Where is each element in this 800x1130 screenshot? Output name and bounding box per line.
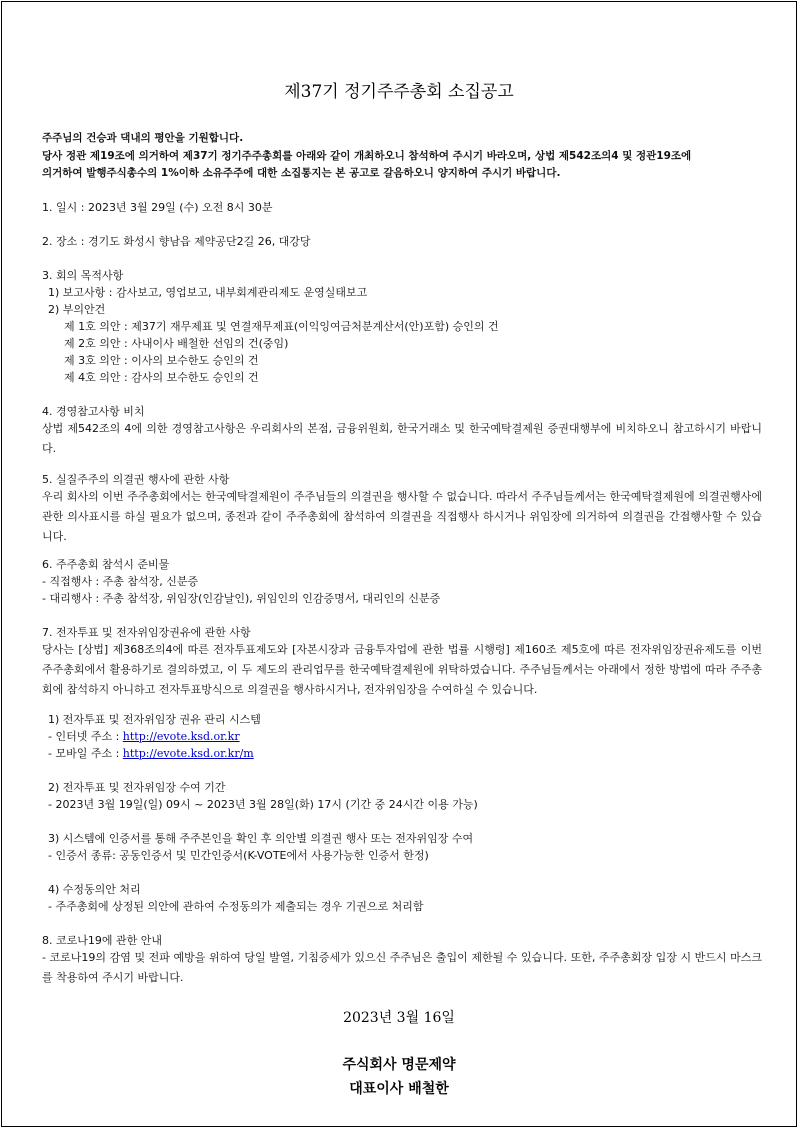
section-4-body: 상법 제542조의 4에 의한 경영참고사항은 우리회사의 본점, 금융위원회, 한국거래소 및 한국예탁결제원 증권대행부에 비치하오니 참고하시기 바랍니다. xyxy=(42,422,762,455)
mobile-address-label: - 모바일 주소 : xyxy=(48,747,120,760)
section-6-proxy: - 대리행사 : 주총 참석장, 위임장(인감날인), 위임인의 인감증명서, 대리인의 신분증 xyxy=(42,592,441,605)
internet-address-label: - 인터넷 주소 : xyxy=(48,730,120,743)
mobile-address-row xyxy=(48,747,254,761)
section-7-sub4-body: - 주주총회에 상정된 의안에 관하여 수정동의가 제출되는 경우 기권으로 처리함 xyxy=(48,900,424,913)
section-7-sub2-heading: 2) 전자투표 및 전자위임장 수여 기간 xyxy=(48,781,226,794)
notice-date: 2023년 3월 16일 xyxy=(343,1010,455,1026)
section-8-heading: 8. 코로나19에 관한 안내 xyxy=(42,934,162,947)
section-4-heading: 4. 경영참고사항 비치 xyxy=(42,405,145,418)
agenda-item-2: 제 2호 의안 : 사내이사 배철한 선임의 건(중임) xyxy=(64,337,289,350)
section-7-sub2-body: - 2023년 3월 19일(일) 09시 ~ 2023년 3월 28일(화) 17시 (기간 중 24시간 이용 가능) xyxy=(48,798,478,811)
notice-page xyxy=(1,1,797,1127)
greeting-line-3: 의거하여 발행주식총수의 1%이하 소유주주에 대한 소집통지는 본 공고로 갈음하오니 양지하여 주시기 바랍니다. xyxy=(42,167,561,179)
internet-address-link[interactable]: http://evote.ksd.or.kr xyxy=(122,730,240,743)
section-3-agenda-heading: 2) 부의안건 xyxy=(48,303,106,316)
section-3-heading: 3. 회의 목적사항 xyxy=(42,269,124,282)
section-6-direct: - 직접행사 : 주총 참석장, 신분증 xyxy=(42,575,199,588)
ceo-name: 대표이사 배철한 xyxy=(349,1081,449,1097)
section-5-body: 우리 회사의 이번 주주총회에서는 한국예탁결제원이 주주님들의 의결권을 행사할 수 없습니다. 따라서 주주님들께서는 한국예탁결제원에 의결권행사에 관한 의사표시를 하실 필요가 없으며, 종전과 같이 주주총회에 참석하여 의결권을 직접행사 하시거나 위임장에 의거하여 의결권을 간접행사할 수 있습니다. xyxy=(42,490,762,543)
company-name: 주식회사 명문제약 xyxy=(342,1057,456,1073)
mobile-address-link[interactable]: http://evote.ksd.or.kr/m xyxy=(122,747,254,760)
agenda-item-1: 제 1호 의안 : 제37기 재무제표 및 연결재무제표(이익잉여금처분계산서(안)포함) 승인의 건 xyxy=(64,320,499,333)
agenda-item-4: 제 4호 의안 : 감사의 보수한도 승인의 건 xyxy=(64,371,259,384)
section-8-body: - 코로나19의 감염 및 전파 예방을 위하여 당일 발열, 기침증세가 있으신 주주님은 출입이 제한될 수 있습니다. 또한, 주주총회장 입장 시 반드시 마스크를 착용하여 주시기 바랍니다. xyxy=(42,951,762,984)
greeting-line-1: 주주님의 건승과 댁내의 평안을 기원합니다. xyxy=(42,132,244,144)
section-2-place: 2. 장소 : 경기도 화성시 향남읍 제약공단2길 26, 대강당 xyxy=(42,235,311,248)
internet-address-row xyxy=(48,730,240,744)
section-1-date: 1. 일시 : 2023년 3월 29일 (수) 오전 8시 30분 xyxy=(42,201,273,214)
section-7-sub1-heading: 1) 전자투표 및 전자위임장 권유 관리 시스템 xyxy=(48,713,261,726)
section-6-heading: 6. 주주총회 참석시 준비물 xyxy=(42,558,170,571)
agenda-item-3: 제 3호 의안 : 이사의 보수한도 승인의 건 xyxy=(64,354,259,367)
section-3-report: 1) 보고사항 : 감사보고, 영업보고, 내부회계관리제도 운영실태보고 xyxy=(48,286,368,299)
section-7-heading: 7. 전자투표 및 전자위임장권유에 관한 사항 xyxy=(42,626,251,639)
section-7-sub3-body: - 인증서 종류: 공동인증서 및 민간인증서(K-VOTE에서 사용가능한 인증서 한정) xyxy=(48,849,429,862)
section-5-heading: 5. 실질주주의 의결권 행사에 관한 사항 xyxy=(42,473,230,486)
greeting-line-2: 당사 정관 제19조에 의거하여 제37기 정기주주총회를 아래와 같이 개최하오니 참석하여 주시기 바라오며, 상법 제542조의4 및 정관19조에 xyxy=(42,150,692,162)
section-7-sub3-heading: 3) 시스템에 인증서를 통해 주주본인을 확인 후 의안별 의결권 행사 또는 전자위임장 수여 xyxy=(48,832,474,845)
section-7-sub4-heading: 4) 수정동의안 처리 xyxy=(48,883,141,896)
page-title: 제37기 정기주주총회 소집공고 xyxy=(284,82,514,102)
section-7-body: 당사는 [상법] 제368조의4에 따른 전자투표제도와 [자본시장과 금융투자업에 관한 법률 시행령] 제160조 제5호에 따른 전자위임장권유제도를 이번 주주총회에서 활용하기로 결의하였고, 이 두 제도의 관리업무를 한국예탁결제원에 위탁하였습니다. 주주님들께서는 아래에서 정한 방법에 따라 주주총회에 참석하지 아니하고 전자투표방식으로 의결권을 행사하시거나, 전자위임장을 수여하실 수 있습니다. xyxy=(42,643,762,696)
